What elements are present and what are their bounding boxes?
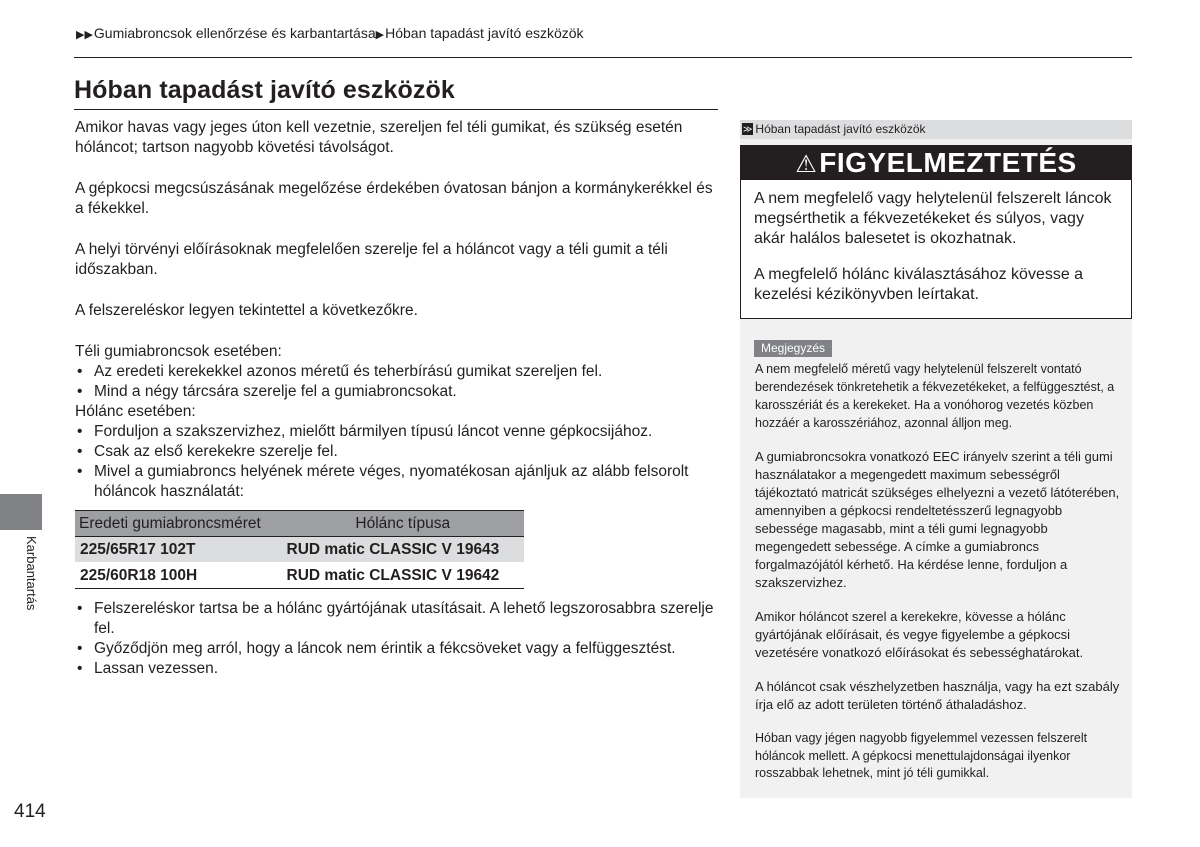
list-item: • Lassan vezessen.: [75, 659, 720, 679]
table-cell: RUD matic CLASSIC V 19642: [282, 563, 524, 589]
note-paragraph: A gumiabroncsokra vonatkozó EEC irányelv szerint a téli gumi használatakor a megengedett maximum sebességről tájékoztató matricát szükséges elhelyezni a vezető látóterében, amennyiben a gépkocsi rendeltetésszerű legnagyobb sebessége magasabb, mint a téli gumi legnagyobb megengedett sebessége. A címke a gumiabroncs forgalmazójától kérhető. Ha kérdése lenne, forduljon a szakszervizhez.: [755, 449, 1120, 590]
sidebar-header: [740, 120, 1132, 139]
warning-paragraph: A megfelelő hólánc kiválasztásához kövesse a kezelési kézikönyvben leírtakat.: [754, 266, 1084, 303]
note-paragraph: Hóban vagy jégen nagyobb figyelemmel vezessen felszerelt hóláncok mellett. A gépkocsi menettulajdonságai ilyenkor rosszabbak lehetnek, mint jó téli gumikkal.: [755, 731, 1088, 780]
warning-paragraph: A nem megfelelő vagy helytelenül felszerelt láncok megsérthetik a fékvezetékeket és súlyos, vagy akár halálos balesetet is okozhatnak.: [754, 190, 1112, 247]
note-text: [755, 360, 1125, 783]
paragraph: A helyi törvényi előírásoknak megfelelően szerelje fel a hóláncot vagy a téli gumit a téli időszakban.: [75, 241, 668, 278]
list-item: • Az eredeti kerekekkel azonos méretű és teherbírású gumikat szereljen fel.: [75, 362, 720, 382]
table-row: [75, 537, 524, 563]
table-header: Hólánc típusa: [282, 511, 524, 537]
breadcrumb-section[interactable]: Gumiabroncsok ellenőrzése és karbantartása: [93, 25, 376, 41]
list-item: • Forduljon a szakszervizhez, mielőtt bármilyen típusú láncot venne gépkocsijához.: [75, 422, 720, 442]
note-paragraph: A nem megfelelő méretű vagy helytelenül felszerelt vontató berendezések tönkretehetik a fékvezetékeket, a felfüggesztést, a karosszériát és a kerekeket. Ha a vonóhorog vezetés közben hozzáér a karosszériához, azonnal álljon meg.: [755, 362, 1115, 430]
snow-chain-table: [75, 510, 524, 589]
chain-list: [75, 422, 720, 502]
warning-body: [741, 180, 1131, 305]
note-paragraph: Amikor hóláncot szerel a kerekekre, kövesse a hólánc gyártójának előírásait, és vegye figyelembe a gépkocsi vezetésére vonatkozó előírásokat és sebességhatárokat.: [755, 609, 1084, 660]
arrow-icon: ▶: [375, 29, 385, 41]
sidebar-header-title: Hóban tapadást javító eszközök: [755, 122, 926, 136]
warning-icon: ⚠: [795, 151, 818, 178]
breadcrumb: [76, 25, 584, 41]
chain-label: Hólánc esetében:: [75, 403, 196, 420]
install-list: [75, 599, 720, 679]
table-header: Eredeti gumiabroncsméret: [75, 511, 282, 537]
winter-list: [75, 362, 720, 402]
paragraph: Amikor havas vagy jeges úton kell vezetnie, szereljen fel téli gumikat, és szükség esetén hóláncot; tartson nagyobb követési távolságot.: [75, 119, 683, 156]
warning-header: [741, 146, 1131, 180]
table-cell: 225/60R18 100H: [75, 563, 282, 589]
table-cell: RUD matic CLASSIC V 19643: [282, 537, 524, 563]
main-content: [75, 118, 720, 679]
list-item: • Győződjön meg arról, hogy a láncok nem érintik a fékcsöveket vagy a felfüggesztést.: [75, 639, 720, 659]
list-item: • Mind a négy tárcsára szerelje fel a gumiabroncsokat.: [75, 382, 720, 402]
breadcrumb-page: Hóban tapadást javító eszközök: [385, 25, 584, 41]
note-badge: Megjegyzés: [754, 340, 832, 357]
list-item: • Csak az első kerekekre szerelje fel.: [75, 442, 720, 462]
paragraph: A felszereléskor legyen tekintettel a következőkre.: [75, 302, 418, 319]
page-number: 414: [14, 801, 46, 822]
table-cell: 225/65R17 102T: [75, 537, 282, 563]
double-arrow-icon: ▶▶: [76, 29, 93, 41]
warning-box: [740, 145, 1132, 319]
list-item: • Mivel a gumiabroncs helyének mérete véges, nyomatékosan ajánljuk az alább felsorolt hóláncok használatát:: [75, 462, 720, 502]
title-rule: [74, 109, 718, 110]
table-row: [75, 563, 524, 589]
note-paragraph: A hóláncot csak vészhelyzetben használja, vagy ha ezt szabály írja elő az adott területen történő áthaladáshoz.: [755, 679, 1120, 712]
header-rule: [74, 57, 1132, 58]
warning-title: FIGYELMEZTETÉS: [819, 147, 1077, 178]
winter-label: Téli gumiabroncsok esetében:: [75, 343, 282, 360]
paragraph: A gépkocsi megcsúszásának megelőzése érdekében óvatosan bánjon a kormánykerékkel és a fékekkel.: [75, 180, 713, 217]
section-tab[interactable]: [0, 494, 42, 530]
page-title: Hóban tapadást javító eszközök: [74, 76, 455, 104]
sidebar: [740, 120, 1132, 798]
list-item: • Felszereléskor tartsa be a hólánc gyártójának utasításait. A lehető legszorosabbra szerelje fel.: [75, 599, 720, 639]
section-tab-label: Karbantartás: [24, 536, 39, 611]
double-chevron-icon: ≫: [743, 124, 753, 134]
